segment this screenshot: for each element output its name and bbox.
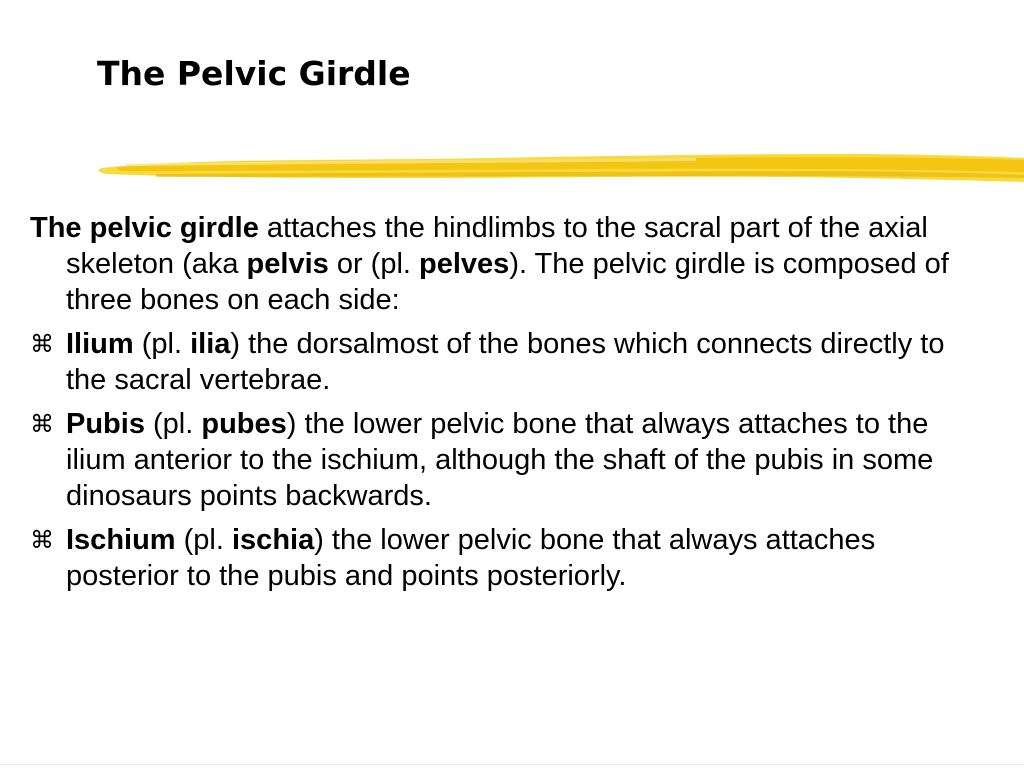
bullet-pl-open: (pl. <box>133 328 191 360</box>
intro-text-2: or (pl. <box>328 248 420 280</box>
intro-text-3: ). The pelvic girdle is composed of three bones on each side: <box>66 248 949 316</box>
bullet-text: ) the dorsalmost of the bones which connects directly to the sacral vertebrae. <box>66 328 945 396</box>
command-key-bullet-icon: ⌘ <box>30 330 54 358</box>
intro-term-pelves: pelves <box>419 248 510 280</box>
intro-text-1: attaches the hindlimbs to the sacral part of the axial skeleton (aka <box>66 212 928 280</box>
bullet-term: Pubis <box>66 408 145 440</box>
intro-paragraph <box>30 210 990 318</box>
bullet-text: ) the lower pelvic bone that always attaches to the ilium anterior to the ischium, although the shaft of the pubis in some dinosaurs points backwards. <box>66 408 934 512</box>
bullet-ischium <box>30 522 990 594</box>
bullet-pl-open: (pl. <box>175 524 232 556</box>
bullet-term: Ilium <box>66 328 134 360</box>
bullet-pubis <box>30 406 990 514</box>
slide-body <box>30 210 990 602</box>
bullet-plural: ilia <box>190 328 231 360</box>
bullet-plural: pubes <box>201 408 287 440</box>
title-brush-underline <box>96 148 1024 190</box>
slide-title: The Pelvic Girdle <box>97 54 411 93</box>
bullet-pl-open: (pl. <box>144 408 202 440</box>
command-key-bullet-icon: ⌘ <box>30 526 54 554</box>
slide-bottom-border <box>0 764 1024 765</box>
intro-term-pelvis: pelvis <box>246 248 329 280</box>
command-key-bullet-icon: ⌘ <box>30 410 54 438</box>
bullet-term: Ischium <box>66 524 176 556</box>
bullet-plural: ischia <box>232 524 315 556</box>
bullet-text: ) the lower pelvic bone that always attaches posterior to the pubis and points posteriorly. <box>66 524 876 592</box>
bullet-ilium <box>30 326 990 398</box>
intro-term: The pelvic girdle <box>30 212 259 244</box>
